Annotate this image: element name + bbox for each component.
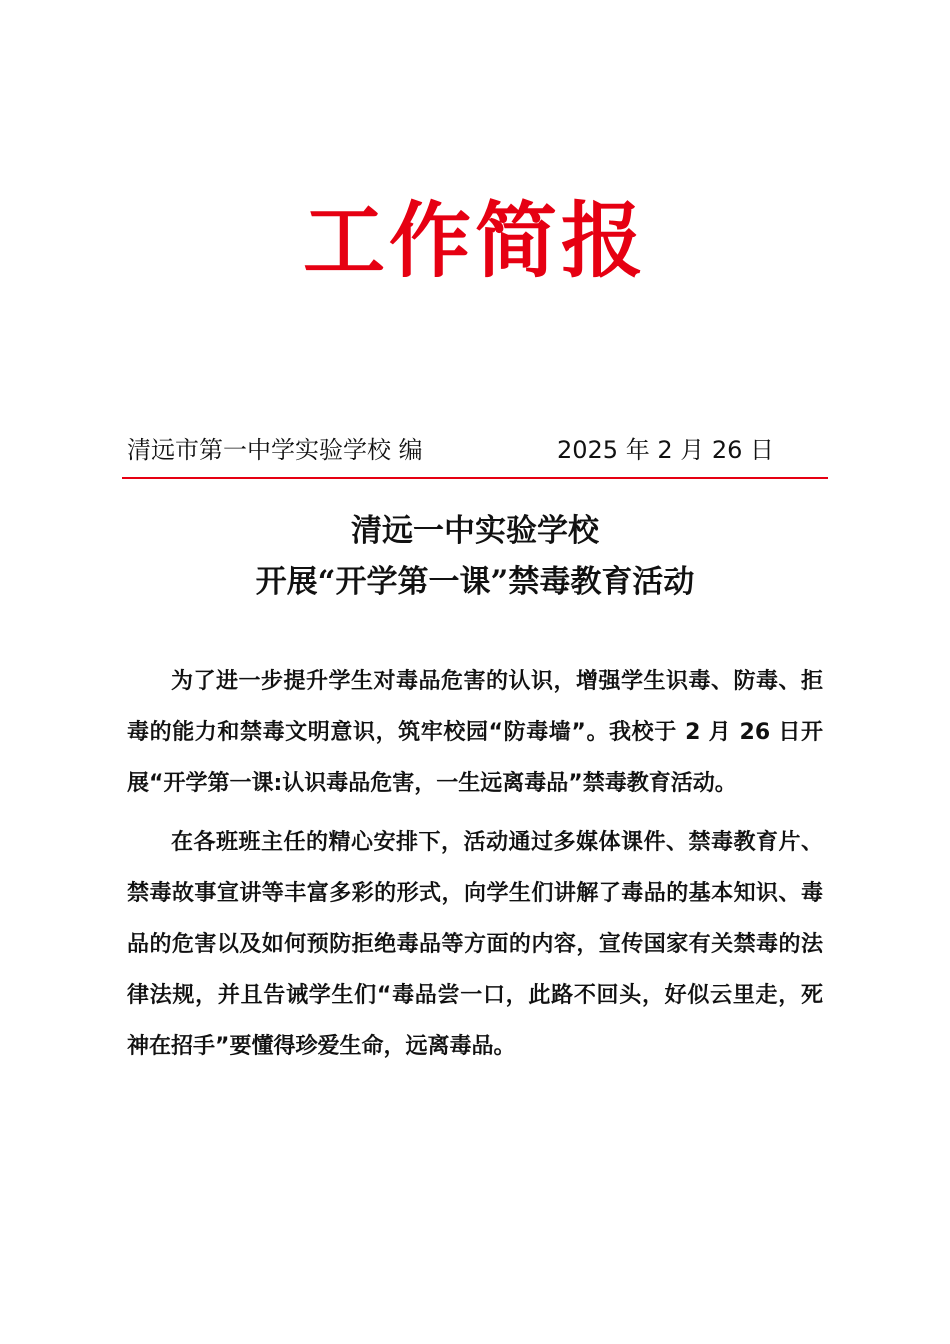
article-body (127, 656, 823, 1080)
article-paragraph: 在各班班主任的精心安排下，活动通过多媒体课件、禁毒教育片、禁毒故事宣讲等丰富多彩的形式，向学生们讲解了毒品的基本知识、毒品的危害以及如何预防拒绝毒品等方面的内容，宣传国家有关禁毒的法律法规，并且告诫学生们“毒品尝一口，此路不回头，好似云里走，死神在招手”要懂得珍爱生命，远离毒品。 (127, 830, 823, 1059)
red-divider (122, 477, 828, 479)
article-paragraph: 为了进一步提升学生对毒品危害的认识，增强学生识毒、防毒、拒毒的能力和禁毒文明意识，筑牢校园“防毒墙”。我校于 2 月 26 日开展“开学第一课:认识毒品危害，一生远离毒品”禁毒教育活动。 (127, 669, 823, 796)
masthead-title: 工作简报 (302, 193, 647, 289)
editor-label: 清远市第一中学实验学校 编 (127, 436, 423, 464)
meta-row (127, 430, 827, 470)
article-title-line-2: 开展“开学第一课”禁毒教育活动 (255, 564, 695, 600)
article-title-line-1: 清远一中实验学校 (351, 513, 599, 549)
issue-date: 2025 年 2 月 26 日 (557, 436, 775, 464)
article-title (0, 506, 950, 608)
